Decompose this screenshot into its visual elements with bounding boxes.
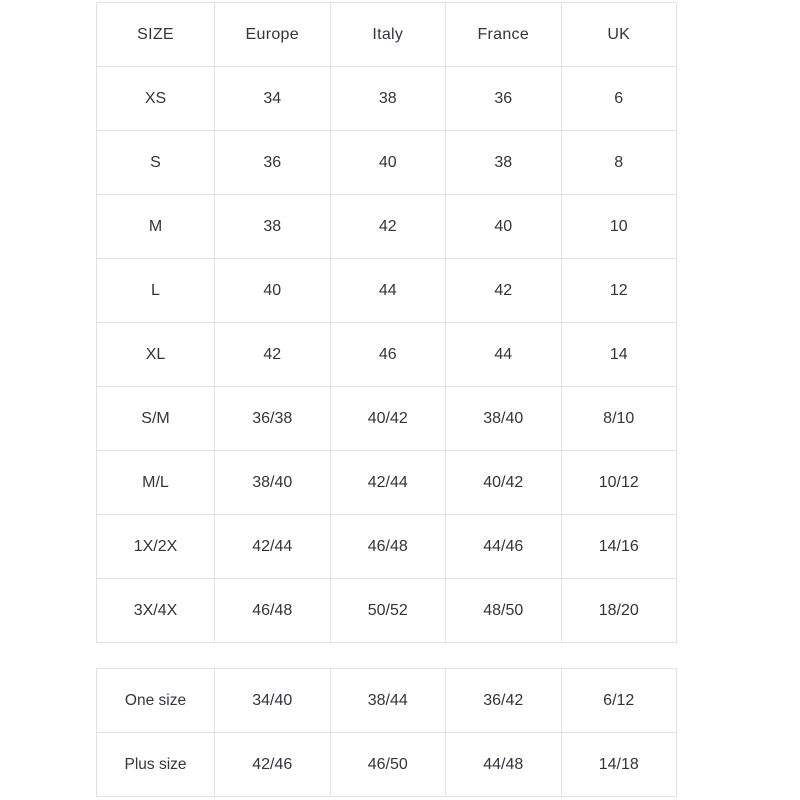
cell-europe: 34/40	[215, 669, 331, 733]
cell-france: 38	[446, 131, 562, 195]
table-row	[97, 669, 677, 733]
cell-italy: 44	[330, 259, 446, 323]
column-header-size: SIZE	[97, 3, 215, 67]
cell-uk: 10	[561, 195, 677, 259]
table-row	[97, 259, 677, 323]
table-row	[97, 323, 677, 387]
row-label: 1X/2X	[97, 515, 215, 579]
cell-europe: 36	[215, 131, 331, 195]
cell-france: 36	[446, 67, 562, 131]
cell-france: 40/42	[446, 451, 562, 515]
cell-europe: 38	[215, 195, 331, 259]
cell-uk: 14/18	[561, 733, 677, 797]
primary-size-table-container	[96, 2, 676, 643]
secondary-table-body	[97, 669, 677, 797]
cell-italy: 42	[330, 195, 446, 259]
cell-uk: 8/10	[561, 387, 677, 451]
cell-france: 44	[446, 323, 562, 387]
cell-uk: 10/12	[561, 451, 677, 515]
cell-italy: 50/52	[330, 579, 446, 643]
row-label: One size	[97, 669, 215, 733]
cell-italy: 46	[330, 323, 446, 387]
row-label: S	[97, 131, 215, 195]
cell-europe: 46/48	[215, 579, 331, 643]
column-header-italy: Italy	[330, 3, 446, 67]
cell-italy: 40	[330, 131, 446, 195]
cell-uk: 12	[561, 259, 677, 323]
cell-europe: 42/46	[215, 733, 331, 797]
row-label: XL	[97, 323, 215, 387]
cell-uk: 6	[561, 67, 677, 131]
row-label: Plus size	[97, 733, 215, 797]
secondary-size-table-container	[96, 668, 676, 797]
cell-europe: 34	[215, 67, 331, 131]
cell-italy: 46/48	[330, 515, 446, 579]
cell-italy: 40/42	[330, 387, 446, 451]
row-label: XS	[97, 67, 215, 131]
cell-france: 42	[446, 259, 562, 323]
table-header-row	[97, 3, 677, 67]
row-label: M	[97, 195, 215, 259]
cell-uk: 14	[561, 323, 677, 387]
cell-france: 44/46	[446, 515, 562, 579]
cell-europe: 40	[215, 259, 331, 323]
row-label: 3X/4X	[97, 579, 215, 643]
cell-europe: 36/38	[215, 387, 331, 451]
table-row	[97, 451, 677, 515]
table-row	[97, 387, 677, 451]
table-header	[97, 3, 677, 67]
table-row	[97, 515, 677, 579]
one-size-plus-size-table	[96, 668, 677, 797]
row-label: M/L	[97, 451, 215, 515]
table-row	[97, 131, 677, 195]
table-body	[97, 67, 677, 643]
cell-italy: 46/50	[330, 733, 446, 797]
cell-france: 36/42	[446, 669, 562, 733]
cell-italy: 38	[330, 67, 446, 131]
cell-france: 48/50	[446, 579, 562, 643]
table-row	[97, 579, 677, 643]
column-header-europe: Europe	[215, 3, 331, 67]
row-label: L	[97, 259, 215, 323]
cell-uk: 6/12	[561, 669, 677, 733]
cell-france: 40	[446, 195, 562, 259]
table-row	[97, 733, 677, 797]
cell-uk: 14/16	[561, 515, 677, 579]
cell-europe: 38/40	[215, 451, 331, 515]
cell-france: 44/48	[446, 733, 562, 797]
row-label: S/M	[97, 387, 215, 451]
cell-europe: 42	[215, 323, 331, 387]
cell-france: 38/40	[446, 387, 562, 451]
table-row	[97, 195, 677, 259]
cell-uk: 8	[561, 131, 677, 195]
size-conversion-table	[96, 2, 677, 643]
cell-italy: 38/44	[330, 669, 446, 733]
cell-europe: 42/44	[215, 515, 331, 579]
table-row	[97, 67, 677, 131]
column-header-uk: UK	[561, 3, 677, 67]
cell-uk: 18/20	[561, 579, 677, 643]
cell-italy: 42/44	[330, 451, 446, 515]
column-header-france: France	[446, 3, 562, 67]
